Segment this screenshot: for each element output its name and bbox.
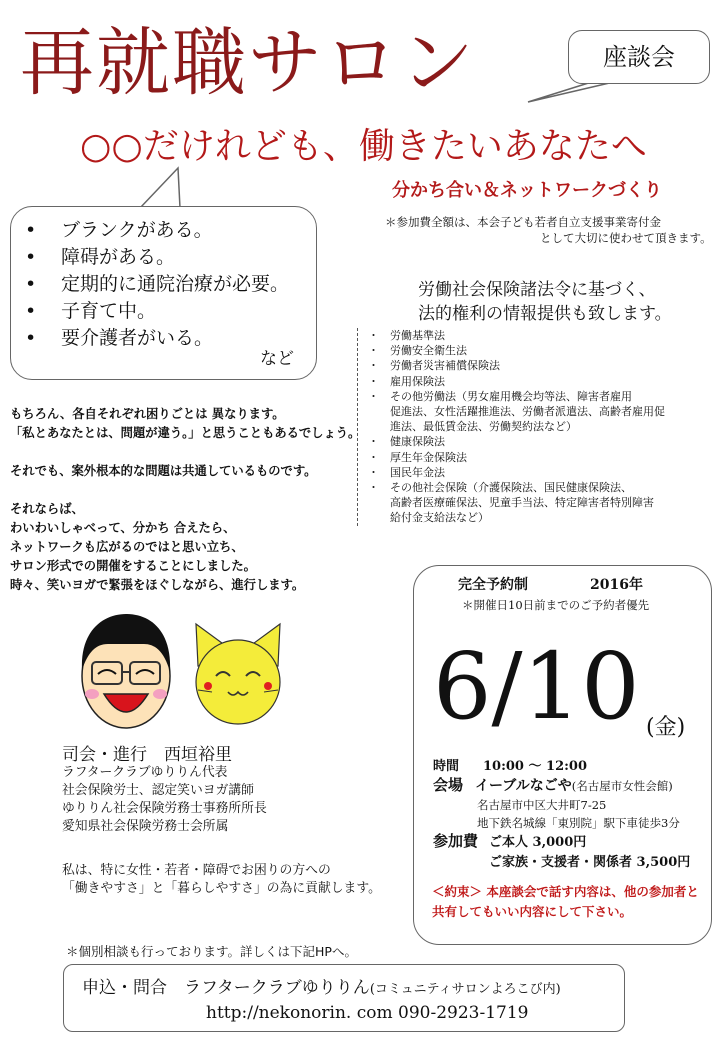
message-line: 私は、特に女性・若者・障碍でお困りの方への xyxy=(62,863,331,878)
venue-address: 名古屋市中区大井町7-25 xyxy=(477,798,607,812)
intro-text xyxy=(10,404,360,613)
contact-label: 申込・問合 ラフタークラブゆりりん(コミュニティサロンよろこび内) xyxy=(82,978,561,998)
list-item: 給付金支給法など） xyxy=(368,511,489,525)
list-item: ・ その他社会保険（介護保険法、国民健康保険法、 xyxy=(368,481,632,495)
host-message xyxy=(62,862,381,898)
concerns-list xyxy=(25,217,289,352)
law-heading-line: 法的権利の情報提供も致します。 xyxy=(418,304,672,324)
list-item: • 障碍がある。 xyxy=(25,246,176,268)
profile-line: 社会保険労士、認定笑いヨガ講師 xyxy=(62,783,254,798)
fee-note-line: ＊参加費全額は、本会子ども若者自立支援事業寄付金 xyxy=(385,215,661,229)
law-heading-line: 労働社会保険諸法令に基づく、 xyxy=(418,280,656,300)
event-details xyxy=(433,758,690,872)
list-item: • 子育て中。 xyxy=(25,300,157,322)
list-item: 進法、最低賃金法、労働契約法など） xyxy=(368,420,577,434)
event-date: 6/10 xyxy=(433,633,640,740)
venue-access: 地下鉄名城線「東別院」駅下車徒歩3分 xyxy=(477,816,680,830)
list-item: 促進法、女性活躍推進法、労働者派遣法、高齢者雇用促 xyxy=(368,405,665,419)
list-item: ・ 雇用保険法 xyxy=(368,374,445,388)
event-year: 2016年 xyxy=(590,577,643,593)
list-item: • ブランクがある。 xyxy=(25,219,213,241)
reservation-label: 完全予約制 xyxy=(458,577,528,593)
fee-note xyxy=(385,214,712,246)
contact-box xyxy=(63,964,625,1032)
list-item: ・ 労働基準法 xyxy=(368,329,445,342)
promise-note: ＜約束＞ 本座談会で話す内容は、他の参加者と共有してもいい内容にして下さい。 xyxy=(432,884,699,919)
subtitle: ○○だけれども、働きたいあなたへ xyxy=(80,126,647,167)
time-row: 時間 10:00 ～ 12:00 xyxy=(433,759,588,774)
profile-line: 愛知県社会保険労務士会所属 xyxy=(62,819,229,834)
profile-line: ゆりりん社会保険労務士事務所所長 xyxy=(62,801,267,816)
discussion-tag: 座談会 xyxy=(568,30,710,84)
list-item: ・ 厚生年金保険法 xyxy=(368,450,467,464)
host-profile xyxy=(62,764,267,836)
reservation-note: ＊開催日10日前までのご予約者優先 xyxy=(462,598,650,612)
event-weekday: (金) xyxy=(646,715,686,740)
venue-row: 会場 イーブルなごや(名古屋市女性会館) xyxy=(433,776,673,794)
fee-row-2: ご家族・支援者・関係者 3,500円 xyxy=(489,855,691,870)
concerns-bubble xyxy=(10,206,317,380)
paragraph: もちろん、各自それぞれ困りごとは 異なります。 「私とあなたとは、問題が違う。」と思うこともあるでしょう。 xyxy=(10,406,361,440)
list-item: ・ 健康保険法 xyxy=(368,435,445,449)
fee-note-line: として大切に使わせて頂きます。 xyxy=(540,231,712,245)
law-heading xyxy=(418,278,672,326)
list-item: ・ その他労働法（男女雇用機会均等法、障害者雇用 xyxy=(368,389,632,403)
subtitle-2: 分かち合い＆ネットワークづくり xyxy=(392,180,662,201)
consult-note: ＊個別相談も行っております。詳しくは下記HPへ。 xyxy=(66,944,357,959)
cat-illustration xyxy=(188,620,288,730)
message-line: 「働きやすさ」と「暮らしやすさ」の為に貢献します。 xyxy=(62,881,381,896)
list-item: ・ 労働者災害補償保険法 xyxy=(368,359,500,373)
paragraph: それならば、 わいわいしゃべって、分かち 合えたら、 ネットワークも広がるのではと思い立ち、 サロン形式での開催をすることにしました。 時々、笑いヨガで緊張をほぐしながら、進行します。 xyxy=(10,501,305,592)
host-name: 司会・進行 西垣裕里 xyxy=(62,745,232,765)
profile-line: ラフタークラブゆりりん代表 xyxy=(62,765,228,780)
fee-row: 参加費 ご本人 3,000円 xyxy=(433,832,587,850)
law-list xyxy=(357,328,718,526)
paragraph: それでも、案外根本的な問題は共通しているものです。 xyxy=(10,463,317,478)
list-item: 高齢者医療確保法、児童手当法、特定障害者特別障害 xyxy=(368,496,654,510)
contact-url-phone[interactable]: http://nekonorin. com 090-2923-1719 xyxy=(206,1003,529,1023)
list-item: • 要介護者がいる。 xyxy=(25,327,214,349)
list-item: • 定期的に通院治療が必要。 xyxy=(25,273,290,295)
page-title: 再就職サロン xyxy=(20,20,476,106)
list-item: ・ 労働安全衛生法 xyxy=(368,344,467,358)
list-item: ・ 国民年金法 xyxy=(368,465,445,479)
etc-label: など xyxy=(260,349,294,369)
host-face-illustration xyxy=(74,610,178,732)
